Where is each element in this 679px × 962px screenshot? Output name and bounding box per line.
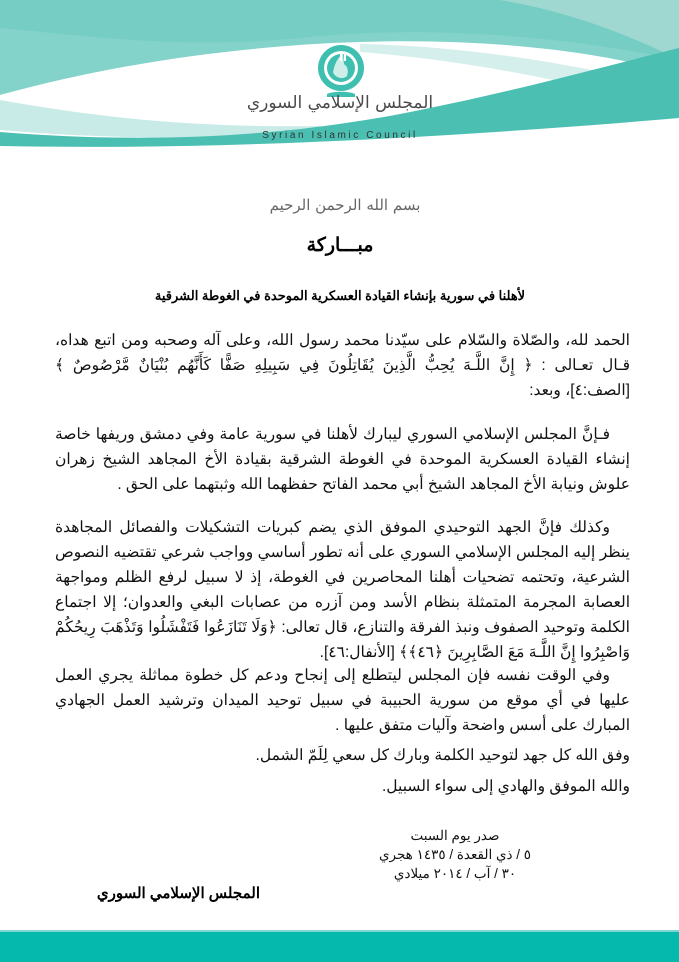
paragraph-prayer <box>55 743 630 768</box>
issue-date-hijri: ٥ / ذي القعدة / ١٤٣٥ هجري <box>378 847 532 862</box>
paragraph-text: والله الموفق والهادي إلى سواء السبيل. <box>381 778 630 795</box>
document-subtitle: لأهلنا في سورية بإنشاء القيادة العسكرية الموحدة في الغوطة الشرقية <box>154 288 526 303</box>
paragraph-congratulation <box>55 422 630 497</box>
paragraph-text: وكذلك فإنَّ الجهد التوحيدي الموفق الذي يضم كبريات التشكيلات والفصائل المجاهدة ينظر إليه المجلس الإسلامي السوري على أنه تطور أساسي وواجب شرعي تقتضيه النصوص الشرعية، وتحتمه تضحيات أهلنا المحاصرين في الغوطة، إذ لا سبيل لرفع الظلم ومواجهة العصابة المجرمة المتمثلة بنظام الأسد ومن آزره من عصابات البغي والعدوان؛ إلا اجتماع الكلمة وتوحيد الصفوف ونبذ الفرقة والتنازع، قال تعالى: ﴿وَلَا تَنَازَعُوا فَتَفْشَلُوا وَتَذْهَبَ رِيحُكُمْ وَاصْبِرُوا إِنَّ اللَّـهَ مَعَ الصَّابِرِينَ ﴿٤٦﴾﴾ [الأنفال:٤٦]. <box>55 519 630 661</box>
paragraph-support <box>55 663 630 738</box>
issue-day: صدر يوم السبت <box>410 828 500 843</box>
council-logo-icon <box>317 42 365 100</box>
issue-date-block <box>370 826 540 883</box>
org-name-english: Syrian Islamic Council <box>262 130 418 141</box>
document-title: مبـــاركة <box>306 235 374 256</box>
paragraph-closing <box>55 774 630 799</box>
paragraph-opening <box>55 328 630 403</box>
paragraph-text: وفي الوقت نفسه فإن المجلس ليتطلع إلى إنجاح ودعم كل خطوة مماثلة يجري العمل عليها في أي موقع من سورية الحبيبة في سبيل توحيد الميدان وترشيد العمل الجهادي المبارك على أسس واضحة وآليات متفق عليها . <box>55 667 630 734</box>
basmala: بسم الله الرحمن الرحيم <box>269 196 421 214</box>
paragraph-text: وفق الله كل جهد لتوحيد الكلمة وبارك كل سعي لِلَمّ الشمل. <box>255 747 630 764</box>
paragraph-text: فـإنَّ المجلس الإسلامي السوري ليبارك لأهلنا في سورية عامة وفي دمشق وريفها خاصة إنشاء القيادة العسكرية الموحدة في الغوطة الشرقية بقيادة الأخ المجاهد الشيخ زهران علوش ونيابة الأخ المجاهد الشيخ أبي محمد الفاتح حفظهما الله وثبتهما على الحق . <box>55 426 630 493</box>
org-name-arabic: المجلس الإسلامي السوري <box>246 93 434 113</box>
paragraph-text: الحمد لله، والصّلاة والسّلام على سيّدنا محمد رسول الله، وعلى آله وصحبه ومن اتبع هداه، قـال تعـالى : ﴿ إِنَّ اللَّـهَ يُحِبُّ الَّذِينَ يُقَاتِلُونَ فِي سَبِيلِهِ صَفًّا كَأَنَّهُم بُنْيَانٌ مَّرْصُوصٌ ﴾ [الصف:٤]، وبعد: <box>55 332 630 399</box>
issue-date-gregorian: ٣٠ / آب / ٢٠١٤ ميلادي <box>393 866 517 881</box>
letterhead <box>0 0 679 150</box>
signature: المجلس الإسلامي السوري <box>96 885 260 902</box>
footer-bar <box>0 930 679 962</box>
paragraph-unity <box>55 515 630 665</box>
